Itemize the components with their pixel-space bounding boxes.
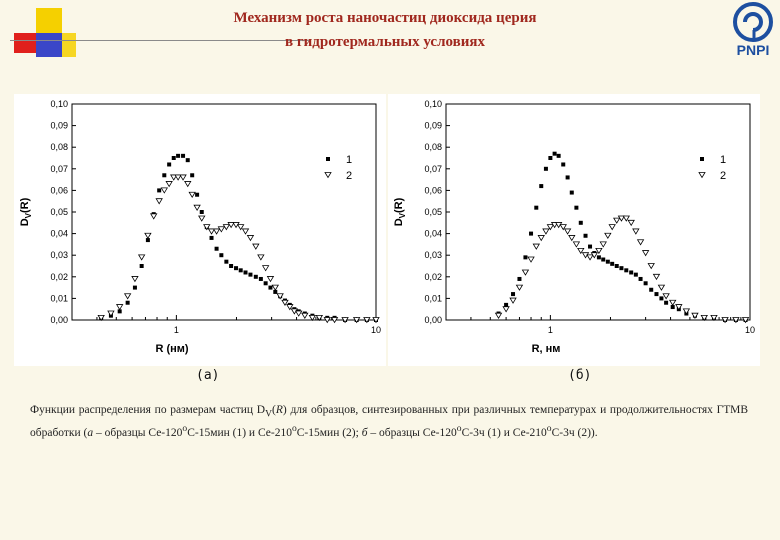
data-point-series-2 <box>643 251 649 256</box>
data-point-series-2 <box>522 270 528 275</box>
x-axis-label: R (нм) <box>155 343 189 355</box>
data-point-series-1 <box>219 253 223 257</box>
y-tick-label: 0,02 <box>424 271 442 282</box>
y-tick-label: 0,00 <box>424 315 442 325</box>
y-axis-label: $D_V(R)$ <box>19 197 33 227</box>
data-point-series-2 <box>180 175 186 180</box>
data-point-series-1 <box>659 296 663 300</box>
data-point-series-2 <box>653 274 659 279</box>
x-axis-label: R, нм <box>531 343 561 355</box>
legend-label-2: 2 <box>720 170 727 182</box>
data-point-series-1 <box>644 281 648 285</box>
y-tick-label: 0,10 <box>424 99 442 109</box>
y-tick-label: 0,05 <box>50 207 68 217</box>
data-point-series-2 <box>663 294 669 299</box>
data-point-series-2 <box>692 313 698 318</box>
y-tick-label: 0,08 <box>50 142 68 153</box>
data-point-series-2 <box>108 311 114 316</box>
data-point-series-2 <box>569 235 575 240</box>
data-point-series-1 <box>557 154 561 158</box>
data-point-series-1 <box>254 275 258 279</box>
data-point-series-2 <box>166 181 172 186</box>
y-tick-label: 0,06 <box>424 185 442 196</box>
data-point-series-1 <box>172 156 176 160</box>
data-point-series-1 <box>584 234 588 238</box>
data-point-series-1 <box>579 221 583 225</box>
data-point-series-1 <box>601 258 605 262</box>
legend-marker-1 <box>326 157 330 161</box>
deco-square-red <box>14 33 36 53</box>
data-point-series-2 <box>496 313 502 318</box>
deco-square-yellow-small <box>62 33 76 57</box>
data-point-series-2 <box>296 311 302 316</box>
data-point-series-1 <box>234 266 238 270</box>
plot-frame <box>72 104 376 320</box>
data-point-series-1 <box>215 247 219 251</box>
data-point-series-1 <box>534 206 538 210</box>
data-point-series-2 <box>503 307 509 312</box>
data-point-series-2 <box>573 242 579 247</box>
data-point-series-1 <box>229 264 233 268</box>
data-point-series-1 <box>664 301 668 305</box>
legend-label-1: 1 <box>346 154 353 166</box>
legend-marker-2 <box>325 173 331 178</box>
data-point-series-1 <box>539 184 543 188</box>
data-point-series-1 <box>200 210 204 214</box>
data-point-series-2 <box>117 305 123 310</box>
data-point-series-2 <box>151 214 157 219</box>
data-point-series-1 <box>615 264 619 268</box>
data-point-series-1 <box>133 286 137 290</box>
y-axis-label: $D_V(R)$ <box>393 197 407 227</box>
pnpi-logo <box>728 2 778 62</box>
data-point-series-2 <box>600 242 606 247</box>
x-tick-label: 1 <box>173 325 179 335</box>
data-point-series-1 <box>210 236 214 240</box>
chart-b <box>388 94 760 366</box>
data-point-series-2 <box>194 205 200 210</box>
x-tick-label: 1 <box>547 325 553 335</box>
data-point-series-1 <box>140 264 144 268</box>
data-point-series-2 <box>565 229 571 234</box>
y-tick-label: 0,09 <box>50 120 68 131</box>
y-tick-label: 0,01 <box>50 293 68 304</box>
data-point-series-1 <box>588 245 592 249</box>
data-point-series-2 <box>516 285 522 290</box>
data-point-series-1 <box>553 152 557 156</box>
chart-a-sublabel: (а) <box>196 368 220 383</box>
deco-square-blue <box>36 33 62 57</box>
data-point-series-2 <box>628 220 634 225</box>
data-point-series-1 <box>244 270 248 274</box>
data-point-series-2 <box>605 233 611 238</box>
data-point-series-2 <box>633 229 639 234</box>
data-point-series-1 <box>654 292 658 296</box>
data-point-series-2 <box>638 240 644 245</box>
y-tick-label: 0,10 <box>50 99 68 109</box>
data-point-series-2 <box>510 298 516 303</box>
data-point-series-1 <box>634 273 638 277</box>
data-point-series-2 <box>125 294 131 299</box>
data-point-series-2 <box>132 276 138 281</box>
data-point-series-1 <box>186 158 190 162</box>
data-point-series-2 <box>670 300 676 305</box>
data-point-series-2 <box>676 305 682 310</box>
data-point-series-1 <box>619 266 623 270</box>
y-tick-label: 0,07 <box>424 163 442 174</box>
data-point-series-2 <box>156 199 162 204</box>
y-tick-label: 0,05 <box>424 207 442 217</box>
data-point-series-2 <box>263 266 269 271</box>
data-point-series-1 <box>597 255 601 259</box>
data-point-series-1 <box>570 191 574 195</box>
data-point-series-2 <box>302 313 308 318</box>
data-point-series-2 <box>258 255 264 260</box>
y-tick-label: 0,03 <box>424 250 442 261</box>
data-point-series-1 <box>176 154 180 158</box>
data-point-series-2 <box>267 276 273 281</box>
data-point-series-2 <box>543 229 549 234</box>
data-point-series-2 <box>658 285 664 290</box>
x-tick-label: 10 <box>370 325 382 335</box>
data-point-series-1 <box>224 260 228 264</box>
data-point-series-2 <box>185 181 191 186</box>
y-tick-label: 0,06 <box>50 185 68 196</box>
data-point-series-2 <box>145 233 151 238</box>
data-point-series-2 <box>277 294 283 299</box>
data-point-series-2 <box>538 235 544 240</box>
data-point-series-2 <box>139 255 145 260</box>
deco-square-yellow <box>36 8 62 34</box>
y-tick-label: 0,01 <box>424 293 442 304</box>
data-point-series-1 <box>610 262 614 266</box>
figure-caption: Функции распределения по размерам частиц $D_V(R)$ для образцов, синтезированных при различных температурах и продолжительностях ГТМВ обработки (а – образцы Се-120$^o$С-15мин (1) и Се-210$^o$С-15мин (2); б – образцы Се-120$^o$С-3ч (1) и Се-210$^o$С-3ч (2)). <box>30 404 748 440</box>
data-point-series-2 <box>533 244 539 249</box>
data-point-series-1 <box>248 273 252 277</box>
data-point-series-1 <box>517 277 521 281</box>
slide-title-line1: Механизм роста наночастиц диоксида церия <box>233 10 537 26</box>
legend-marker-2 <box>699 173 705 178</box>
data-point-series-1 <box>629 270 633 274</box>
data-point-series-2 <box>253 244 259 249</box>
data-point-series-1 <box>190 173 194 177</box>
y-tick-label: 0,09 <box>424 120 442 131</box>
slide-title-line2: в гидротермальных условиях <box>285 34 485 50</box>
data-point-series-1 <box>162 173 166 177</box>
y-tick-label: 0,04 <box>424 228 442 239</box>
data-point-series-1 <box>529 232 533 236</box>
data-point-series-1 <box>195 193 199 197</box>
logo-text: PNPI <box>736 42 770 58</box>
data-point-series-1 <box>504 303 508 307</box>
data-point-series-1 <box>259 277 263 281</box>
data-point-series-1 <box>268 286 272 290</box>
y-tick-label: 0,02 <box>50 271 68 282</box>
x-tick-label: 10 <box>744 325 756 335</box>
data-point-series-1 <box>544 167 548 171</box>
data-point-series-1 <box>606 260 610 264</box>
data-point-series-1 <box>511 292 515 296</box>
data-point-series-2 <box>614 218 620 223</box>
y-tick-label: 0,03 <box>50 250 68 261</box>
data-point-series-1 <box>574 206 578 210</box>
chart-b-sublabel: (б) <box>568 368 592 383</box>
data-point-series-1 <box>264 281 268 285</box>
data-point-series-2 <box>199 216 205 221</box>
data-point-series-2 <box>272 285 278 290</box>
data-point-series-1 <box>157 188 161 192</box>
data-point-series-1 <box>649 288 653 292</box>
data-point-series-1 <box>167 162 171 166</box>
plot-frame <box>446 104 750 320</box>
data-point-series-1 <box>239 268 243 272</box>
data-point-series-2 <box>587 255 593 260</box>
data-point-series-1 <box>523 255 527 259</box>
y-tick-label: 0,08 <box>424 142 442 153</box>
y-tick-label: 0,04 <box>50 228 68 239</box>
data-point-series-1 <box>548 156 552 160</box>
data-point-series-2 <box>243 229 249 234</box>
data-point-series-2 <box>161 188 167 193</box>
legend-label-2: 2 <box>346 170 353 182</box>
y-tick-label: 0,07 <box>50 163 68 174</box>
data-point-series-1 <box>566 175 570 179</box>
data-point-series-1 <box>639 277 643 281</box>
data-point-series-2 <box>609 225 615 230</box>
data-point-series-2 <box>528 257 534 262</box>
y-tick-label: 0,00 <box>50 315 68 325</box>
chart-panel-b <box>388 94 760 366</box>
data-point-series-2 <box>214 229 220 234</box>
data-point-series-2 <box>247 235 253 240</box>
data-point-series-1 <box>624 268 628 272</box>
data-point-series-2 <box>683 309 689 314</box>
data-point-series-1 <box>126 301 130 305</box>
legend-marker-1 <box>700 157 704 161</box>
chart-panel-a <box>14 94 386 366</box>
data-point-series-2 <box>648 264 654 269</box>
data-point-series-1 <box>561 162 565 166</box>
legend-label-1: 1 <box>720 154 727 166</box>
chart-a <box>14 94 386 366</box>
data-point-series-1 <box>181 154 185 158</box>
data-point-series-2 <box>189 192 195 197</box>
